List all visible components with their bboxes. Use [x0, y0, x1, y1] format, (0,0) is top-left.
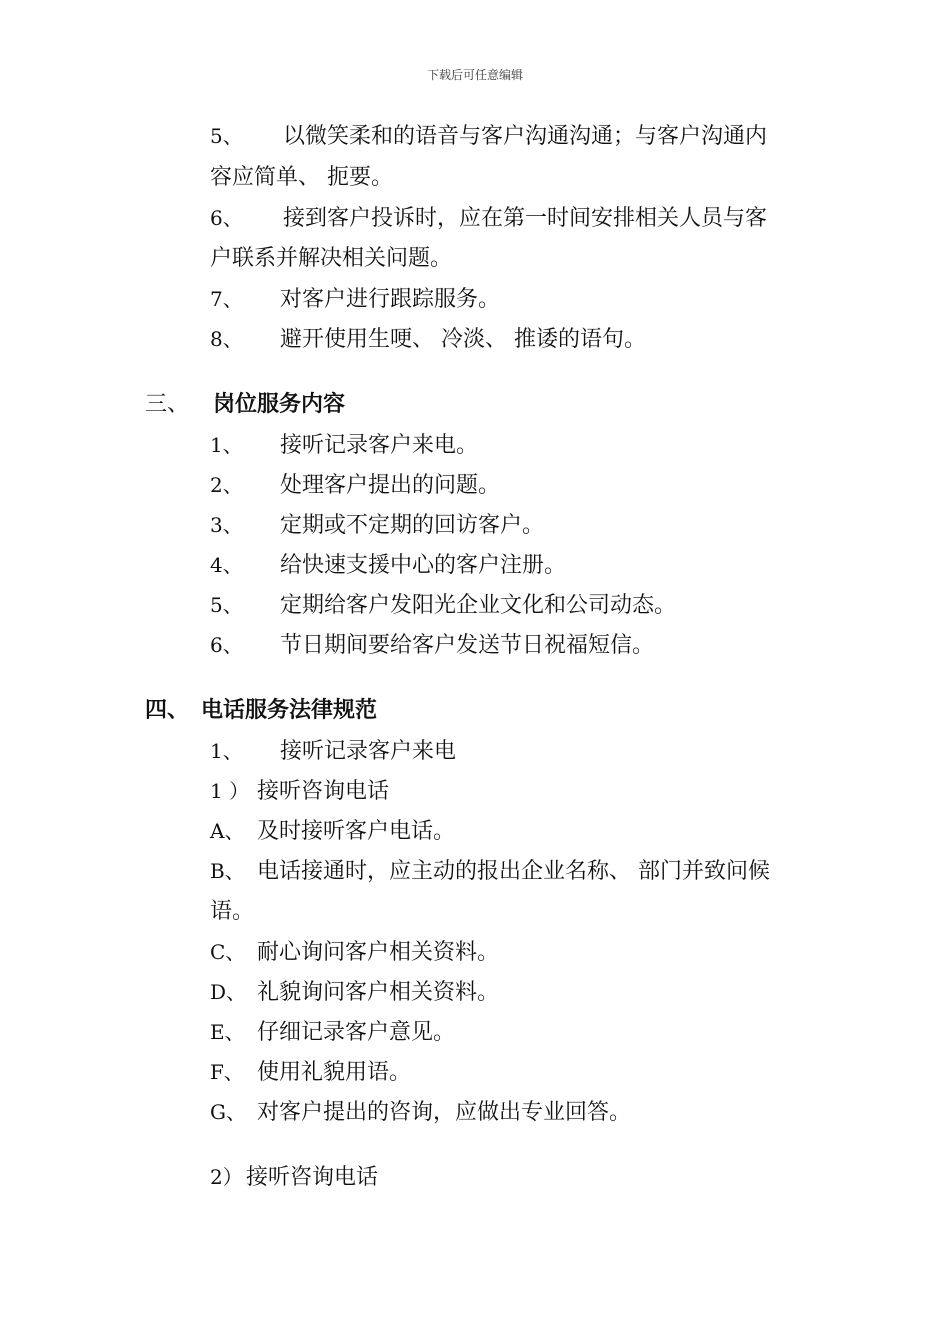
letter-text: 耐心询问客户相关资料。: [257, 940, 500, 965]
item-number: 2、: [210, 473, 243, 497]
list-item: [210, 551, 566, 580]
item-number: 3、: [210, 513, 243, 537]
list-item: [210, 737, 456, 766]
letter-item: [210, 1058, 411, 1087]
item-number: 4、: [210, 553, 243, 577]
letter-text: 及时接听客户电话。: [257, 819, 456, 844]
letter-number: C、: [210, 940, 246, 964]
letter-number: E、: [210, 1020, 245, 1044]
section-heading: [145, 391, 345, 419]
list-item: [210, 204, 767, 233]
item-text: 对客户进行跟踪服务。: [280, 287, 501, 312]
letter-text: 礼貌询问客户相关资料。: [257, 980, 500, 1005]
list-item: [210, 325, 646, 354]
letter-item: [210, 817, 455, 846]
list-item: [210, 591, 676, 620]
item-number: 7、: [210, 287, 243, 311]
letter-item: [210, 938, 499, 967]
item-text: 避开使用生哽、 冷淡、 推诿的语句。: [280, 327, 646, 352]
list-item: [210, 122, 767, 151]
item-number: 1、: [210, 433, 243, 457]
letter-item: [210, 978, 499, 1007]
letter-item: [210, 1098, 631, 1127]
list-item: [210, 511, 544, 540]
sub-item-number: 2）: [210, 1165, 243, 1189]
item-text: 定期或不定期的回访客户。: [280, 513, 545, 538]
item-text: 给快速支援中心的客户注册。: [280, 553, 567, 578]
letter-item-continuation: 语。: [210, 899, 255, 924]
list-item: [210, 631, 654, 660]
item-text: 接到客户投诉时，应在第一时间安排相关人员与客: [283, 206, 768, 231]
letter-text: 电话接通时，应主动的报出企业名称、 部门并致问候: [257, 859, 770, 884]
sub-item: [210, 777, 389, 806]
sub-item: [210, 1163, 378, 1192]
item-number: 6、: [210, 633, 243, 657]
list-item: [210, 431, 478, 460]
page-header-note: 下载后可任意编辑: [426, 68, 523, 82]
section-index: 三、: [145, 392, 190, 417]
sub-item-text: 接听咨询电话: [257, 779, 390, 804]
item-number: 8、: [210, 327, 243, 351]
item-text: 节日期间要给客户发送节日祝福短信。: [280, 633, 655, 658]
letter-text: 对客户提出的咨询，应做出专业回答。: [257, 1100, 632, 1125]
letter-number: G、: [210, 1100, 246, 1124]
section-title: 电话服务法律规范: [201, 698, 378, 723]
list-item: [210, 471, 500, 500]
list-item-continuation: 户联系并解决相关问题。: [210, 246, 453, 271]
item-number: 1、: [210, 739, 243, 763]
letter-item: [210, 857, 770, 886]
letter-number: B、: [210, 859, 245, 883]
item-text: 处理客户提出的问题。: [280, 473, 501, 498]
letter-item: [210, 1018, 455, 1047]
item-number: 5、: [210, 593, 243, 617]
item-text: 接听记录客户来电: [280, 739, 457, 764]
item-number: 5、: [210, 124, 243, 148]
list-item: [210, 285, 500, 314]
letter-number: D、: [210, 980, 247, 1004]
letter-text: 仔细记录客户意见。: [257, 1020, 456, 1045]
letter-text: 使用礼貌用语。: [257, 1060, 412, 1085]
letter-number: F、: [210, 1060, 244, 1084]
item-text: 接听记录客户来电。: [280, 433, 479, 458]
list-item-continuation: 容应简单、 扼要。: [210, 165, 393, 190]
letter-number: A、: [210, 819, 245, 843]
section-index: 四、: [145, 698, 190, 723]
item-number: 6、: [210, 206, 243, 230]
sub-item-number: 1 ）: [210, 779, 250, 803]
section-heading: [145, 697, 377, 725]
item-text: 定期给客户发阳光企业文化和公司动态。: [280, 593, 677, 618]
section-title: 岗位服务内容: [213, 392, 346, 417]
item-text: 以微笑柔和的语音与客户沟通沟通；与客户沟通内: [283, 124, 768, 149]
sub-item-text: 接听咨询电话: [246, 1165, 379, 1190]
